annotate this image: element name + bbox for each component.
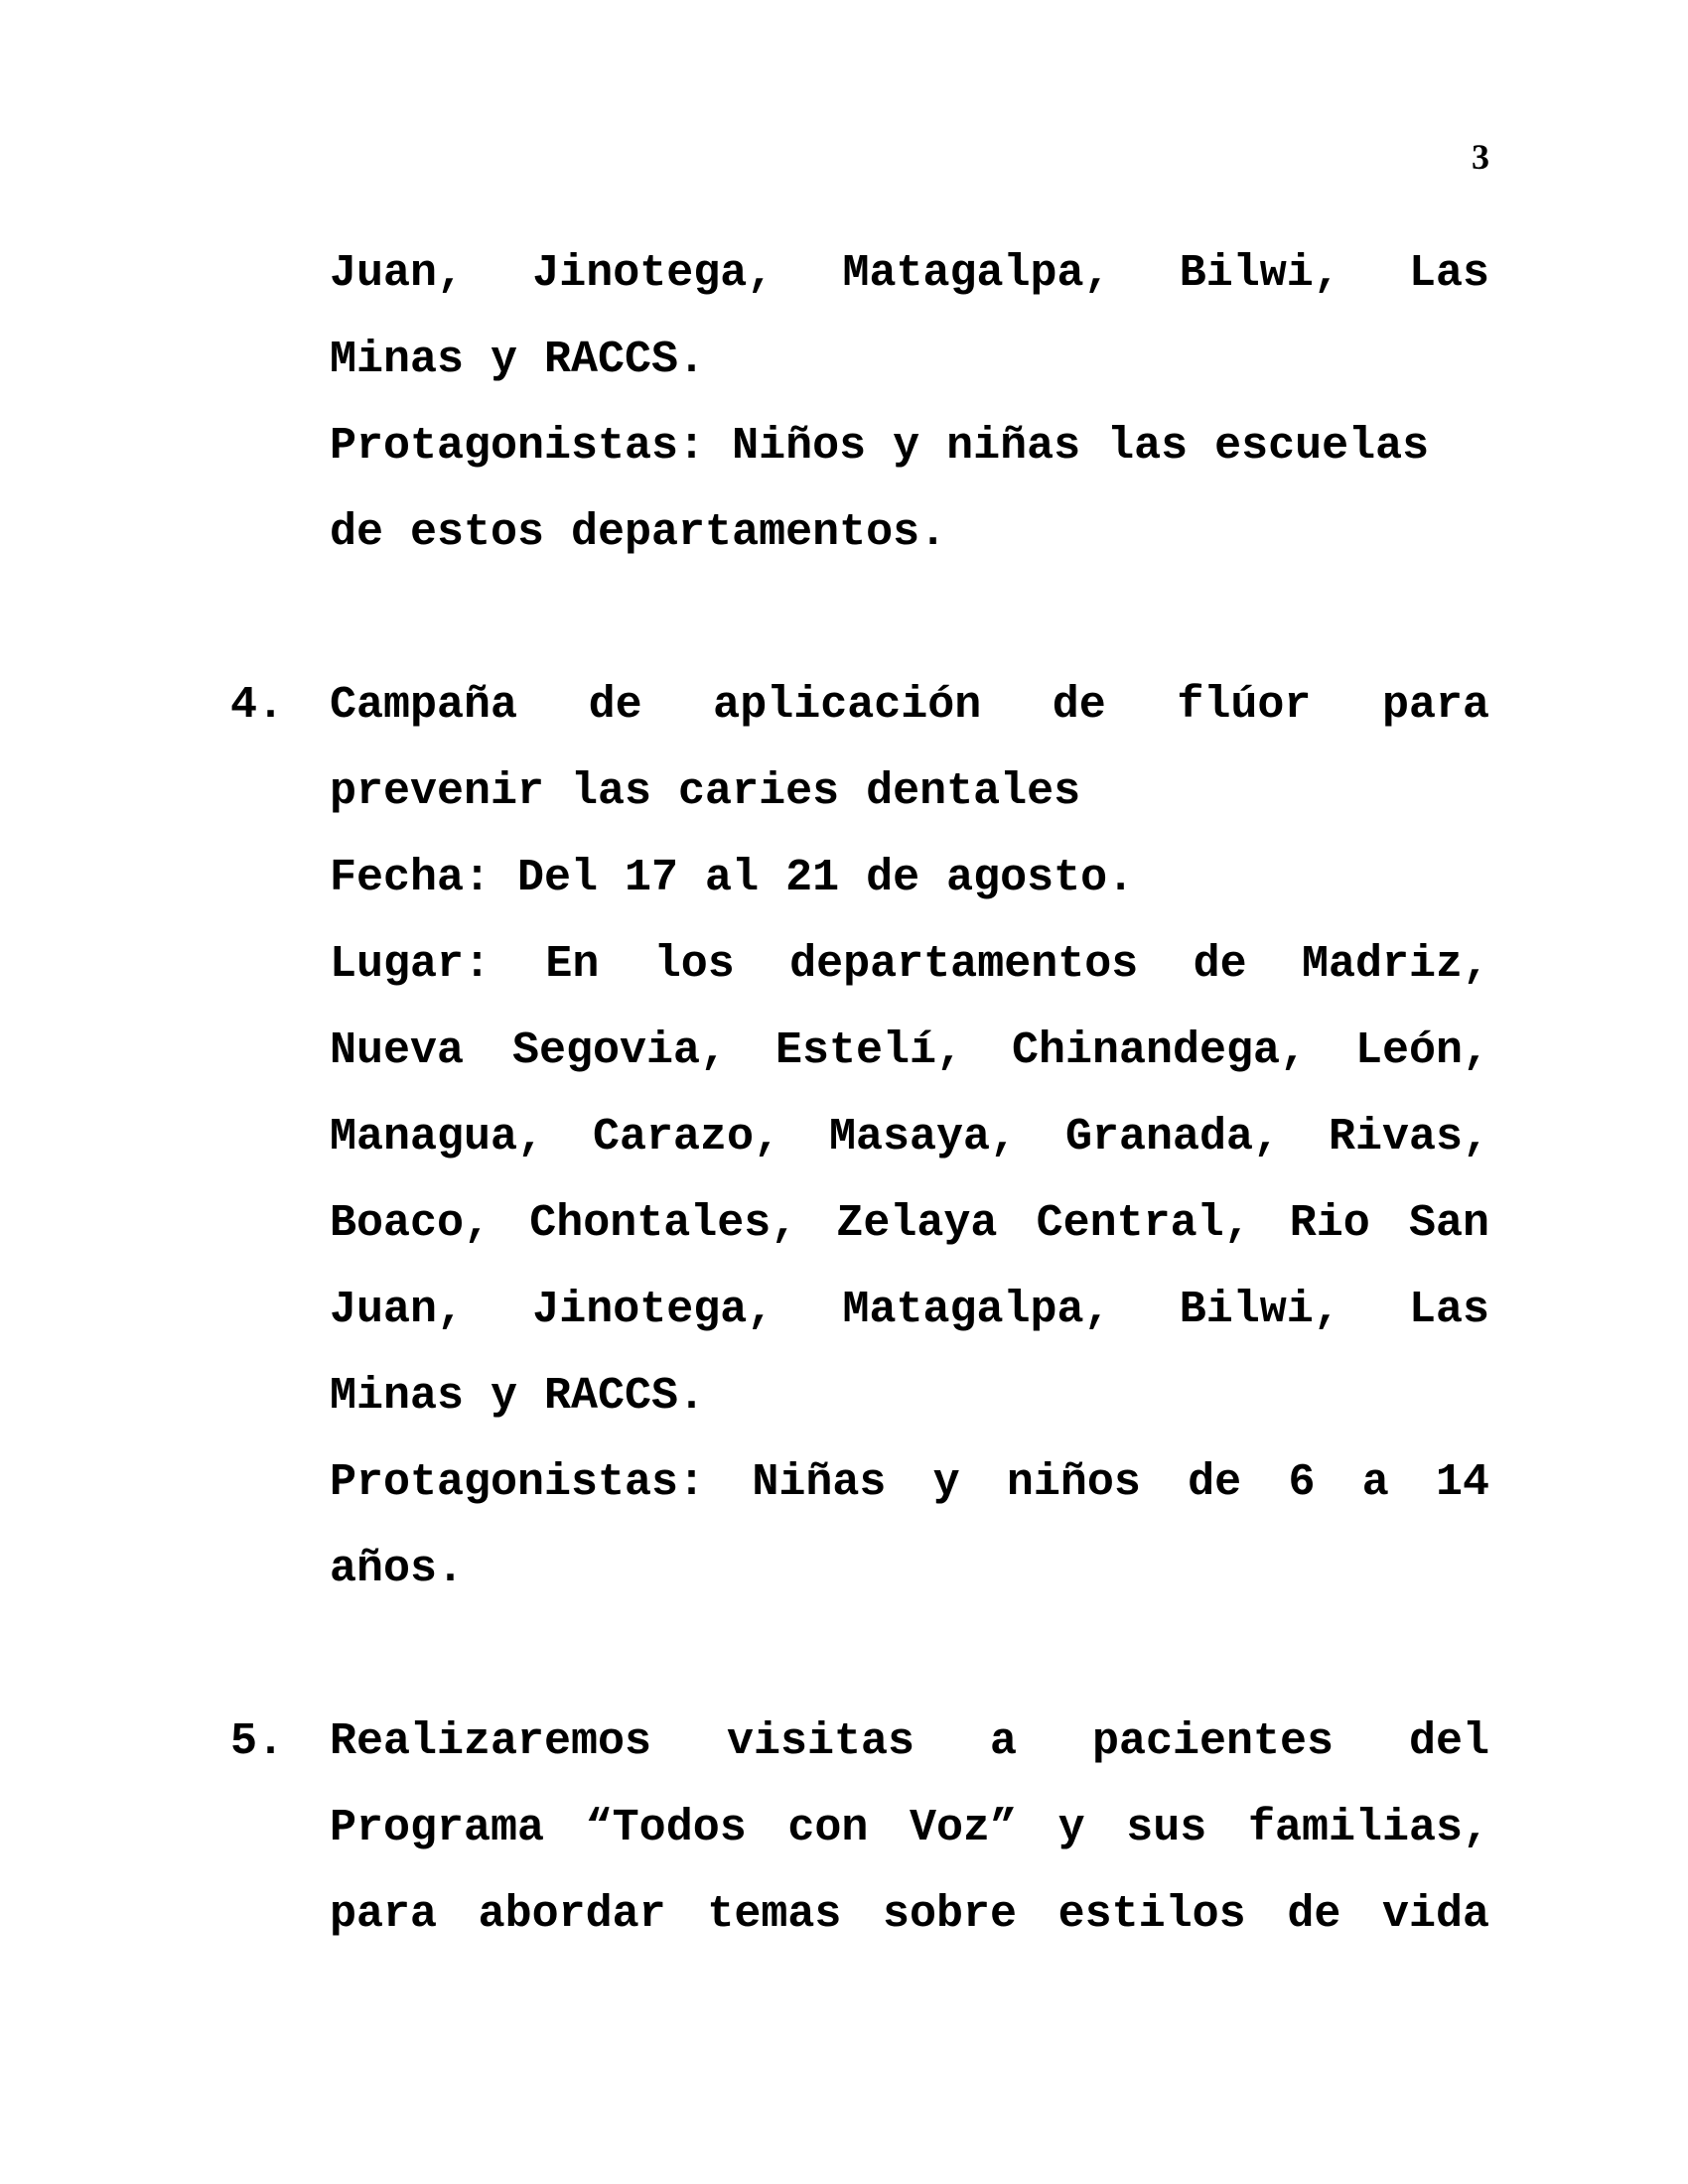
document-body	[230, 230, 1489, 1958]
list-marker: 5.	[230, 1716, 285, 1767]
text-line: Programa “Todos con Voz” y sus familias,	[330, 1803, 1489, 1853]
text-line: Boaco, Chontales, Zelaya Central, Rio San	[330, 1198, 1489, 1249]
paragraph-gap	[230, 576, 1489, 662]
text-line: prevenir las caries dentales	[330, 766, 1081, 817]
text-line: Lugar: En los departamentos de Madriz,	[330, 939, 1489, 990]
text-line: Managua, Carazo, Masaya, Granada, Rivas,	[330, 1112, 1489, 1162]
list-item-5	[230, 1699, 1489, 1958]
text-line: Minas y RACCS.	[330, 1371, 706, 1422]
paragraph-gap	[230, 1612, 1489, 1699]
text-line: de estos departamentos.	[330, 507, 947, 558]
list-marker: 4.	[230, 680, 285, 731]
text-line: Fecha: Del 17 al 21 de agosto.	[330, 853, 1135, 903]
text-line: Nueva Segovia, Estelí, Chinandega, León,	[330, 1025, 1489, 1076]
text-line: para abordar temas sobre estilos de vida	[330, 1889, 1489, 1940]
text-line: Juan, Jinotega, Matagalpa, Bilwi, Las	[330, 248, 1489, 299]
list-item-4	[230, 662, 1489, 1612]
continued-paragraph	[230, 230, 1489, 576]
text-line: Campaña de aplicación de flúor para	[330, 680, 1489, 731]
text-line: Juan, Jinotega, Matagalpa, Bilwi, Las	[330, 1285, 1489, 1335]
text-line: Protagonistas: Niños y niñas las escuelas	[330, 421, 1430, 472]
text-line: años.	[330, 1544, 465, 1594]
text-line: Minas y RACCS.	[330, 335, 706, 385]
text-line: Realizaremos visitas a pacientes del	[330, 1716, 1489, 1767]
page-number: 3	[1472, 137, 1489, 177]
text-line: Protagonistas: Niñas y niños de 6 a 14	[330, 1457, 1489, 1508]
